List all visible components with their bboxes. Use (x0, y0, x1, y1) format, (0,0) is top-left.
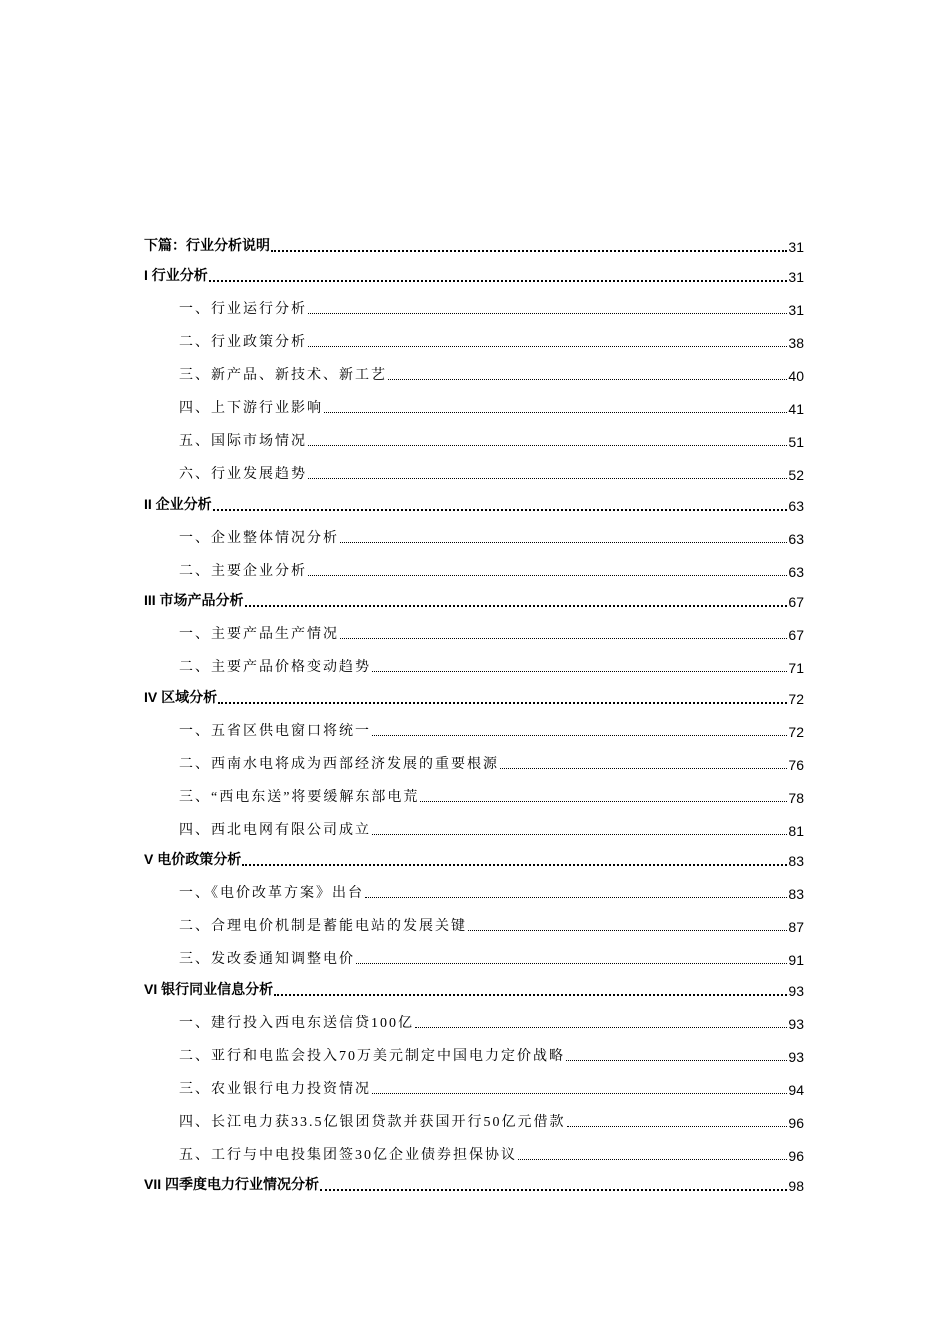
toc-entry-title: 二、行业政策分析 (179, 335, 307, 350)
dot-leader (308, 445, 787, 446)
toc-subentry[interactable] (144, 287, 804, 320)
toc-entry-title: VII 四季度电力行业情况分析 (144, 1176, 320, 1192)
dot-leader (468, 930, 787, 931)
dot-leader (245, 605, 788, 607)
toc-subentry[interactable] (144, 1133, 804, 1166)
toc-entry-page: 87 (788, 919, 804, 935)
toc-entry-page: 63 (788, 497, 804, 514)
toc-entry-page: 31 (788, 238, 804, 255)
table-of-contents (144, 226, 804, 1196)
dot-leader (372, 671, 787, 672)
toc-entry-page: 78 (788, 789, 804, 806)
dot-leader (566, 1060, 787, 1061)
dot-leader (308, 478, 787, 479)
toc-subentry[interactable] (144, 1067, 804, 1100)
toc-entry-title: 四、上下游行业影响 (179, 401, 323, 416)
toc-subentry[interactable] (144, 775, 804, 808)
dot-leader (340, 638, 787, 639)
toc-entry-title: 下篇：行业分析说明 (144, 236, 270, 253)
toc-entry-title: 四、长江电力获33.5亿银团贷款并获国开行50亿元借款 (179, 1114, 566, 1130)
dot-leader (218, 702, 787, 704)
toc-subentry[interactable] (144, 549, 804, 582)
dot-leader (340, 542, 787, 543)
dot-leader (242, 864, 787, 866)
toc-subentry[interactable] (144, 808, 804, 841)
dot-leader (356, 963, 787, 964)
toc-entry-page: 31 (788, 302, 804, 318)
toc-subentry[interactable] (144, 320, 804, 353)
toc-entry-title: 五、国际市场情况 (179, 434, 307, 449)
dot-leader (388, 379, 787, 380)
dot-leader (500, 768, 787, 769)
toc-entry-page: 93 (788, 1015, 804, 1032)
toc-subentry[interactable] (144, 419, 804, 452)
toc-entry-title: 三、“西电东送”将要缓解东部电荒 (179, 789, 420, 805)
dot-leader (209, 280, 788, 282)
dot-leader (372, 1093, 787, 1094)
dot-leader (271, 250, 787, 252)
toc-entry[interactable] (144, 226, 804, 257)
dot-leader (308, 346, 787, 347)
toc-entry-page: 83 (788, 853, 804, 869)
toc-entry-page: 72 (788, 723, 804, 740)
toc-entry[interactable] (144, 970, 804, 1001)
toc-entry[interactable] (144, 841, 804, 872)
toc-subentry[interactable] (144, 353, 804, 386)
toc-entry-title: 六、行业发展趋势 (179, 467, 307, 482)
toc-entry-page: 41 (788, 401, 804, 417)
toc-subentry[interactable] (144, 709, 804, 742)
dot-leader (308, 313, 787, 314)
toc-entry-page: 63 (788, 563, 804, 580)
toc-entry-page: 51 (788, 434, 804, 450)
toc-entry-title: 二、合理电价机制是蓄能电站的发展关键 (179, 919, 467, 934)
toc-subentry[interactable] (144, 612, 804, 645)
dot-leader (365, 897, 787, 898)
dot-leader (213, 509, 788, 511)
toc-entry-page: 76 (788, 756, 804, 773)
toc-entry-title: 一、企业整体情况分析 (179, 530, 339, 546)
dot-leader (274, 994, 787, 996)
toc-entry-title: 二、西南水电将成为西部经济发展的重要根源 (179, 756, 499, 772)
toc-subentry[interactable] (144, 742, 804, 775)
toc-entry-page: 72 (788, 690, 804, 707)
toc-entry-title: 一、主要产品生产情况 (179, 627, 339, 642)
toc-entry-title: II 企业分析 (144, 495, 212, 512)
toc-entry-page: 93 (788, 982, 804, 999)
toc-entry-page: 81 (788, 822, 804, 839)
toc-entry-title: 一、《电价改革方案》出台 (179, 886, 364, 901)
toc-entry-page: 83 (788, 886, 804, 902)
toc-entry[interactable] (144, 1166, 804, 1197)
toc-subentry[interactable] (144, 386, 804, 419)
dot-leader (324, 412, 787, 413)
toc-entry-title: IV 区域分析 (144, 688, 218, 705)
dot-leader (518, 1159, 787, 1160)
toc-entry-title: 二、主要产品价格变动趋势 (179, 660, 371, 675)
toc-entry-page: 67 (788, 627, 804, 643)
toc-entry-title: I 行业分析 (144, 267, 208, 283)
toc-entry-title: 二、主要企业分析 (179, 563, 307, 579)
toc-entry-title: 四、西北电网有限公司成立 (179, 822, 371, 838)
dot-leader (372, 834, 787, 835)
toc-entry[interactable] (144, 257, 804, 288)
toc-entry-title: V 电价政策分析 (144, 851, 242, 867)
toc-entry-title: 三、农业银行电力投资情况 (179, 1081, 371, 1097)
dot-leader (372, 735, 787, 736)
toc-entry-page: 63 (788, 530, 804, 547)
toc-entry-page: 96 (788, 1114, 804, 1131)
toc-entry-title: 三、发改委通知调整电价 (179, 952, 355, 967)
toc-entry-page: 31 (788, 269, 804, 285)
dot-leader (320, 1189, 787, 1191)
toc-entry-page: 38 (788, 335, 804, 351)
toc-entry[interactable] (144, 678, 804, 709)
toc-entry-page: 98 (788, 1178, 804, 1194)
toc-entry-title: 二、亚行和电监会投入70万美元制定中国电力定价战略 (179, 1048, 565, 1064)
toc-entry-page: 91 (788, 952, 804, 968)
dot-leader (415, 1027, 787, 1028)
toc-entry-page: 52 (788, 467, 804, 483)
toc-subentry[interactable] (144, 904, 804, 937)
toc-entry-page: 96 (788, 1147, 804, 1164)
toc-subentry[interactable] (144, 645, 804, 678)
toc-entry-title: 三、新产品、新技术、新工艺 (179, 368, 387, 383)
toc-subentry[interactable] (144, 1001, 804, 1034)
toc-entry-title: VI 银行同业信息分析 (144, 980, 274, 997)
toc-entry-page: 71 (788, 660, 804, 676)
toc-subentry[interactable] (144, 452, 804, 485)
toc-entry-page: 94 (788, 1081, 804, 1098)
toc-entry[interactable] (144, 582, 804, 613)
toc-entry-title: 五、工行与中电投集团签30亿企业债券担保协议 (179, 1147, 517, 1163)
toc-entry-title: 一、五省区供电窗口将统一 (179, 723, 371, 739)
toc-entry-page: 67 (788, 594, 804, 610)
dot-leader (420, 801, 787, 802)
toc-entry-title: 一、建行投入西电东送信贷100亿 (179, 1015, 414, 1031)
toc-entry-page: 40 (788, 368, 804, 384)
toc-subentry[interactable] (144, 1034, 804, 1067)
toc-entry-title: III 市场产品分析 (144, 592, 244, 608)
toc-subentry[interactable] (144, 1100, 804, 1133)
dot-leader (308, 575, 787, 576)
toc-subentry[interactable] (144, 516, 804, 549)
toc-entry-page: 93 (788, 1048, 804, 1065)
toc-entry[interactable] (144, 485, 804, 516)
toc-subentry[interactable] (144, 937, 804, 970)
dot-leader (567, 1126, 788, 1127)
toc-subentry[interactable] (144, 871, 804, 904)
toc-entry-title: 一、行业运行分析 (179, 302, 307, 317)
